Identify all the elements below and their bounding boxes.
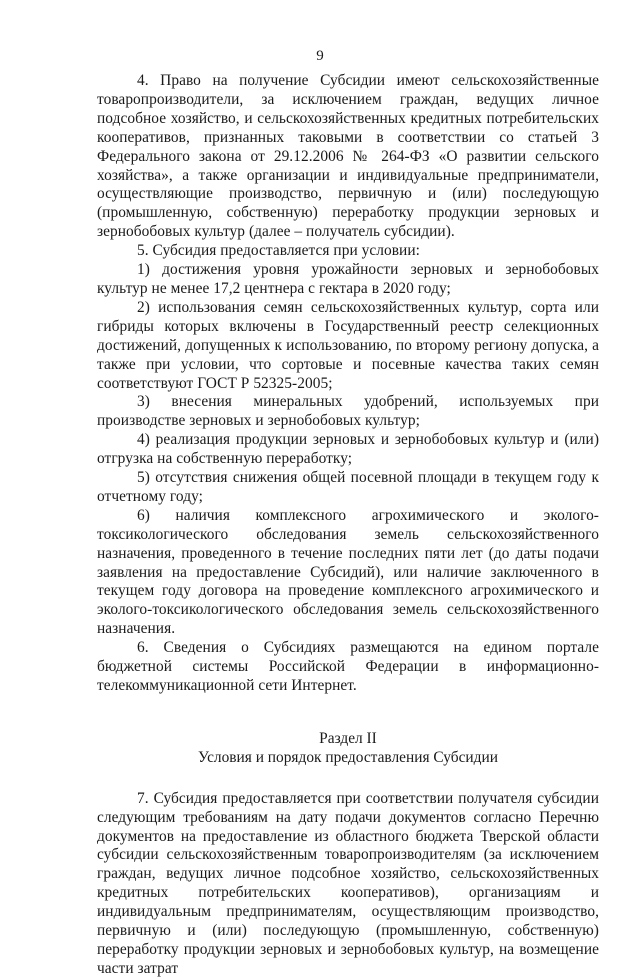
paragraph-5-heading: 5. Субсидия предоставляется при условии: bbox=[137, 242, 420, 260]
paragraph-6: 6. Сведения о Субсидиях размещаются на едином портале бюджетной системы Российской Федерации в информационно-телекоммуникационной сети Интернет. bbox=[97, 639, 599, 694]
document-body bbox=[97, 72, 599, 979]
condition-3: 3) внесения минеральных удобрений, используемых при производстве зерновых и зернобобовых культур; bbox=[97, 393, 599, 430]
section-title: Условия и порядок предоставления Субсидии bbox=[198, 748, 498, 766]
condition-2: 2) использования семян сельскохозяйственных культур, сорта или гибриды которых включены в Государственный реестр селекционных достижений, допущенных к использованию, по второму региону допуска, а также при условии, что сортовые и посевные качества таких семян соответствуют ГОСТ Р 52325-2005; bbox=[97, 298, 599, 392]
paragraph-4: 4. Право на получение Субсидии имеют сельскохозяйственные товаропроизводители, за исключением граждан, ведущих личное подсобное хозяйство, и сельскохозяйственных кредитных потребительских кооперативов, признанных таковыми в соответствии со статьей 3 Федерального закона от 29.12.2006 № 264-ФЗ «О развитии сельского хозяйства», а также организации и индивидуальные предприниматели, осуществляющие производство, первичную и (или) последующую (промышленную, собственную) переработку продукции зерновых и зернобобовых культур (далее – получатель субсидии). bbox=[97, 72, 599, 241]
section-number: Раздел II bbox=[319, 729, 377, 747]
page-number: 9 bbox=[316, 48, 324, 64]
condition-1: 1) достижения уровня урожайности зерновых и зернобобовых культур не менее 17,2 центнера с гектара в 2020 году; bbox=[97, 261, 599, 297]
condition-6: 6) наличия комплексного агрохимического и эколого-токсикологического обследования земель сельскохозяйственного назначения, проведенного в течение последних пяти лет (до даты подачи заявления на предоставление Субсидий), или наличие заключенного в текущем году договора на проведение комплексного агрохимического и эколого-токсикологического обследования земель сельскохозяйственного назначения. bbox=[97, 506, 599, 638]
condition-5: 5) отсутствия снижения общей посевной площади в текущем году к отчетному году; bbox=[97, 469, 599, 505]
paragraph-7: 7. Субсидия предоставляется при соответствии получателя субсидии следующим требованиям на дату подачи документов согласно Перечню документов на предоставление из областного бюджета Тверской области субсидии сельскохозяйственным товаропроизводителям (за исключением граждан, ведущих личное подсобное хозяйство, сельскохозяйственных кредитных потребительских кооперативов), организациям и индивидуальным предпринимателям, осуществляющим производство, первичную и (или) последующую (промышленную, собственную) переработку продукции зерновых и зернобобовых культур, на возмещение части затрат bbox=[97, 789, 599, 977]
condition-4: 4) реализация продукции зерновых и зернобобовых культур и (или) отгрузка на собственную переработку; bbox=[97, 431, 599, 468]
